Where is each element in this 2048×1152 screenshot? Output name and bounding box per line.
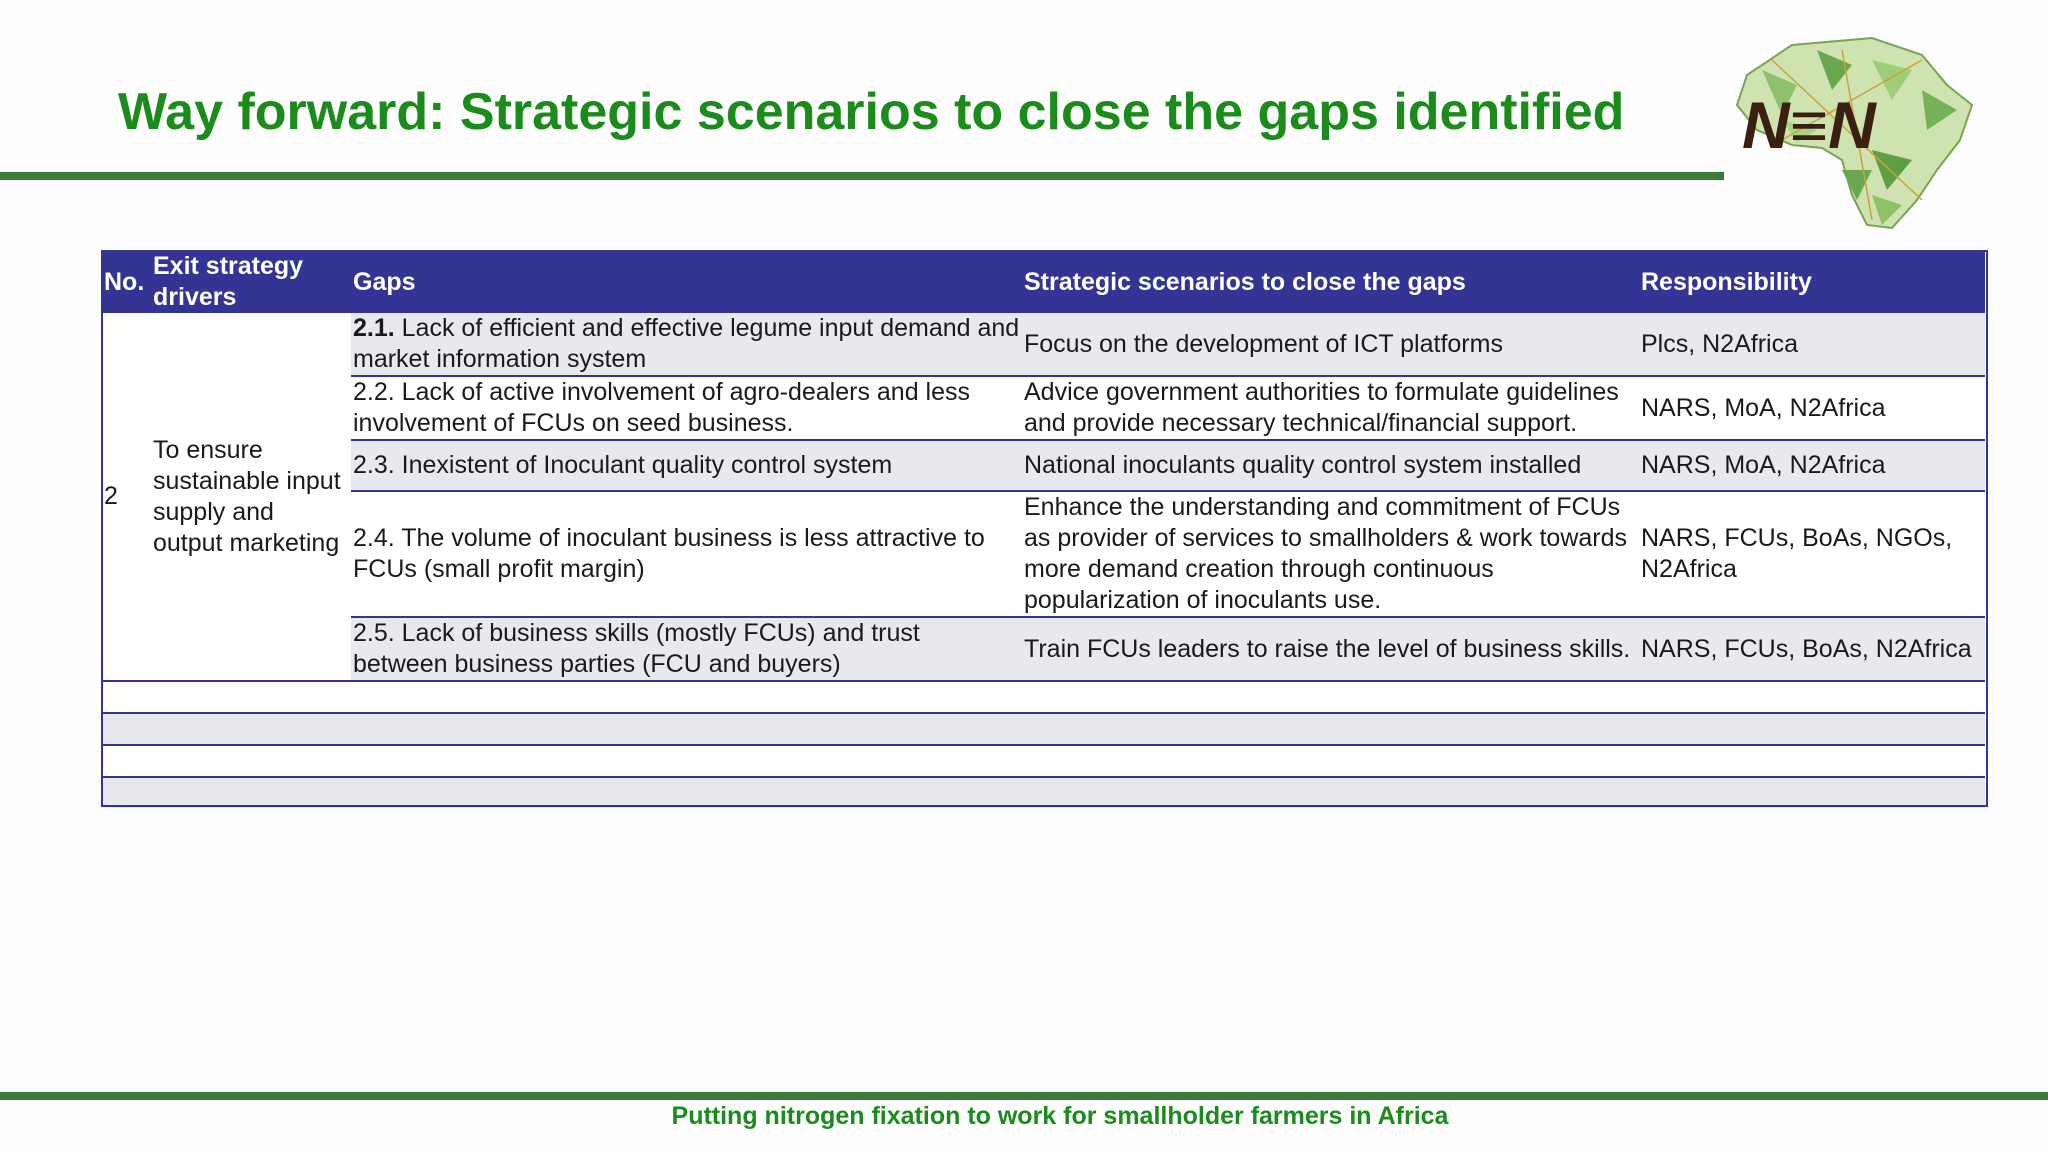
scenario-cell: National inoculants quality control system installed [1022, 440, 1639, 491]
footer-divider [0, 1092, 2048, 1100]
empty-cell [102, 777, 1985, 808]
gap-cell [351, 313, 1022, 376]
empty-table-row [102, 713, 1985, 745]
gap-cell: 2.3. Inexistent of Inoculant quality control system [351, 440, 1022, 491]
scenario-cell: Focus on the development of ICT platforms [1022, 313, 1639, 376]
header-strategic-scenarios: Strategic scenarios to close the gaps [1022, 251, 1639, 313]
responsibility-cell: NARS, MoA, N2Africa [1639, 440, 1985, 491]
gap-cell: 2.2. Lack of active involvement of agro-dealers and less involvement of FCUs on seed business. [351, 376, 1022, 440]
gap-cell: 2.5. Lack of business skills (mostly FCUs) and trust between business parties (FCU and buyers) [351, 617, 1022, 681]
responsibility-cell: NARS, FCUs, BoAs, N2Africa [1639, 617, 1985, 681]
scenario-cell: Advice government authorities to formulate guidelines and provide necessary technical/financial support. [1022, 376, 1639, 440]
exit-strategy-driver-cell: To ensure sustainable input supply and output marketing [151, 313, 351, 681]
gap-cell: 2.4. The volume of inoculant business is less attractive to FCUs (small profit margin) [351, 491, 1022, 617]
logo-text: N≡N [1742, 88, 1876, 162]
empty-cell [102, 681, 1985, 713]
table-header-row [102, 251, 1985, 313]
title-divider [0, 172, 1724, 180]
table-row [102, 617, 1985, 681]
empty-cell [102, 745, 1985, 777]
responsibility-cell: Plcs, N2Africa [1639, 313, 1985, 376]
strategy-table [102, 251, 1985, 808]
table-row [102, 376, 1985, 440]
empty-table-row [102, 745, 1985, 777]
slide-title: Way forward: Strategic scenarios to close the gaps identified [118, 83, 1625, 141]
header-no: No. [102, 251, 151, 313]
slide-footer: Putting nitrogen fixation to work for smallholder farmers in Africa [671, 1102, 1449, 1130]
gap-text: Lack of efficient and effective legume input demand and market information system [353, 314, 1020, 373]
scenario-cell: Enhance the understanding and commitment of FCUs as provider of services to smallholders & work towards more demand creation through continuous popularization of inoculants use. [1022, 491, 1639, 617]
gap-number: 2.1. [353, 314, 395, 342]
row-number-cell: 2 [102, 313, 151, 681]
empty-table-row [102, 681, 1985, 713]
header-exit-strategy-drivers: Exit strategy drivers [151, 251, 351, 313]
table-row [102, 440, 1985, 491]
table-row [102, 313, 1985, 376]
header-gaps: Gaps [351, 251, 1022, 313]
scenario-cell: Train FCUs leaders to raise the level of business skills. [1022, 617, 1639, 681]
responsibility-cell: NARS, MoA, N2Africa [1639, 376, 1985, 440]
header-responsibility: Responsibility [1639, 251, 1985, 313]
responsibility-cell: NARS, FCUs, BoAs, NGOs, N2Africa [1639, 491, 1985, 617]
empty-cell [102, 713, 1985, 745]
n2africa-logo [1722, 30, 1982, 235]
table-row [102, 491, 1985, 617]
empty-table-row [102, 777, 1985, 808]
